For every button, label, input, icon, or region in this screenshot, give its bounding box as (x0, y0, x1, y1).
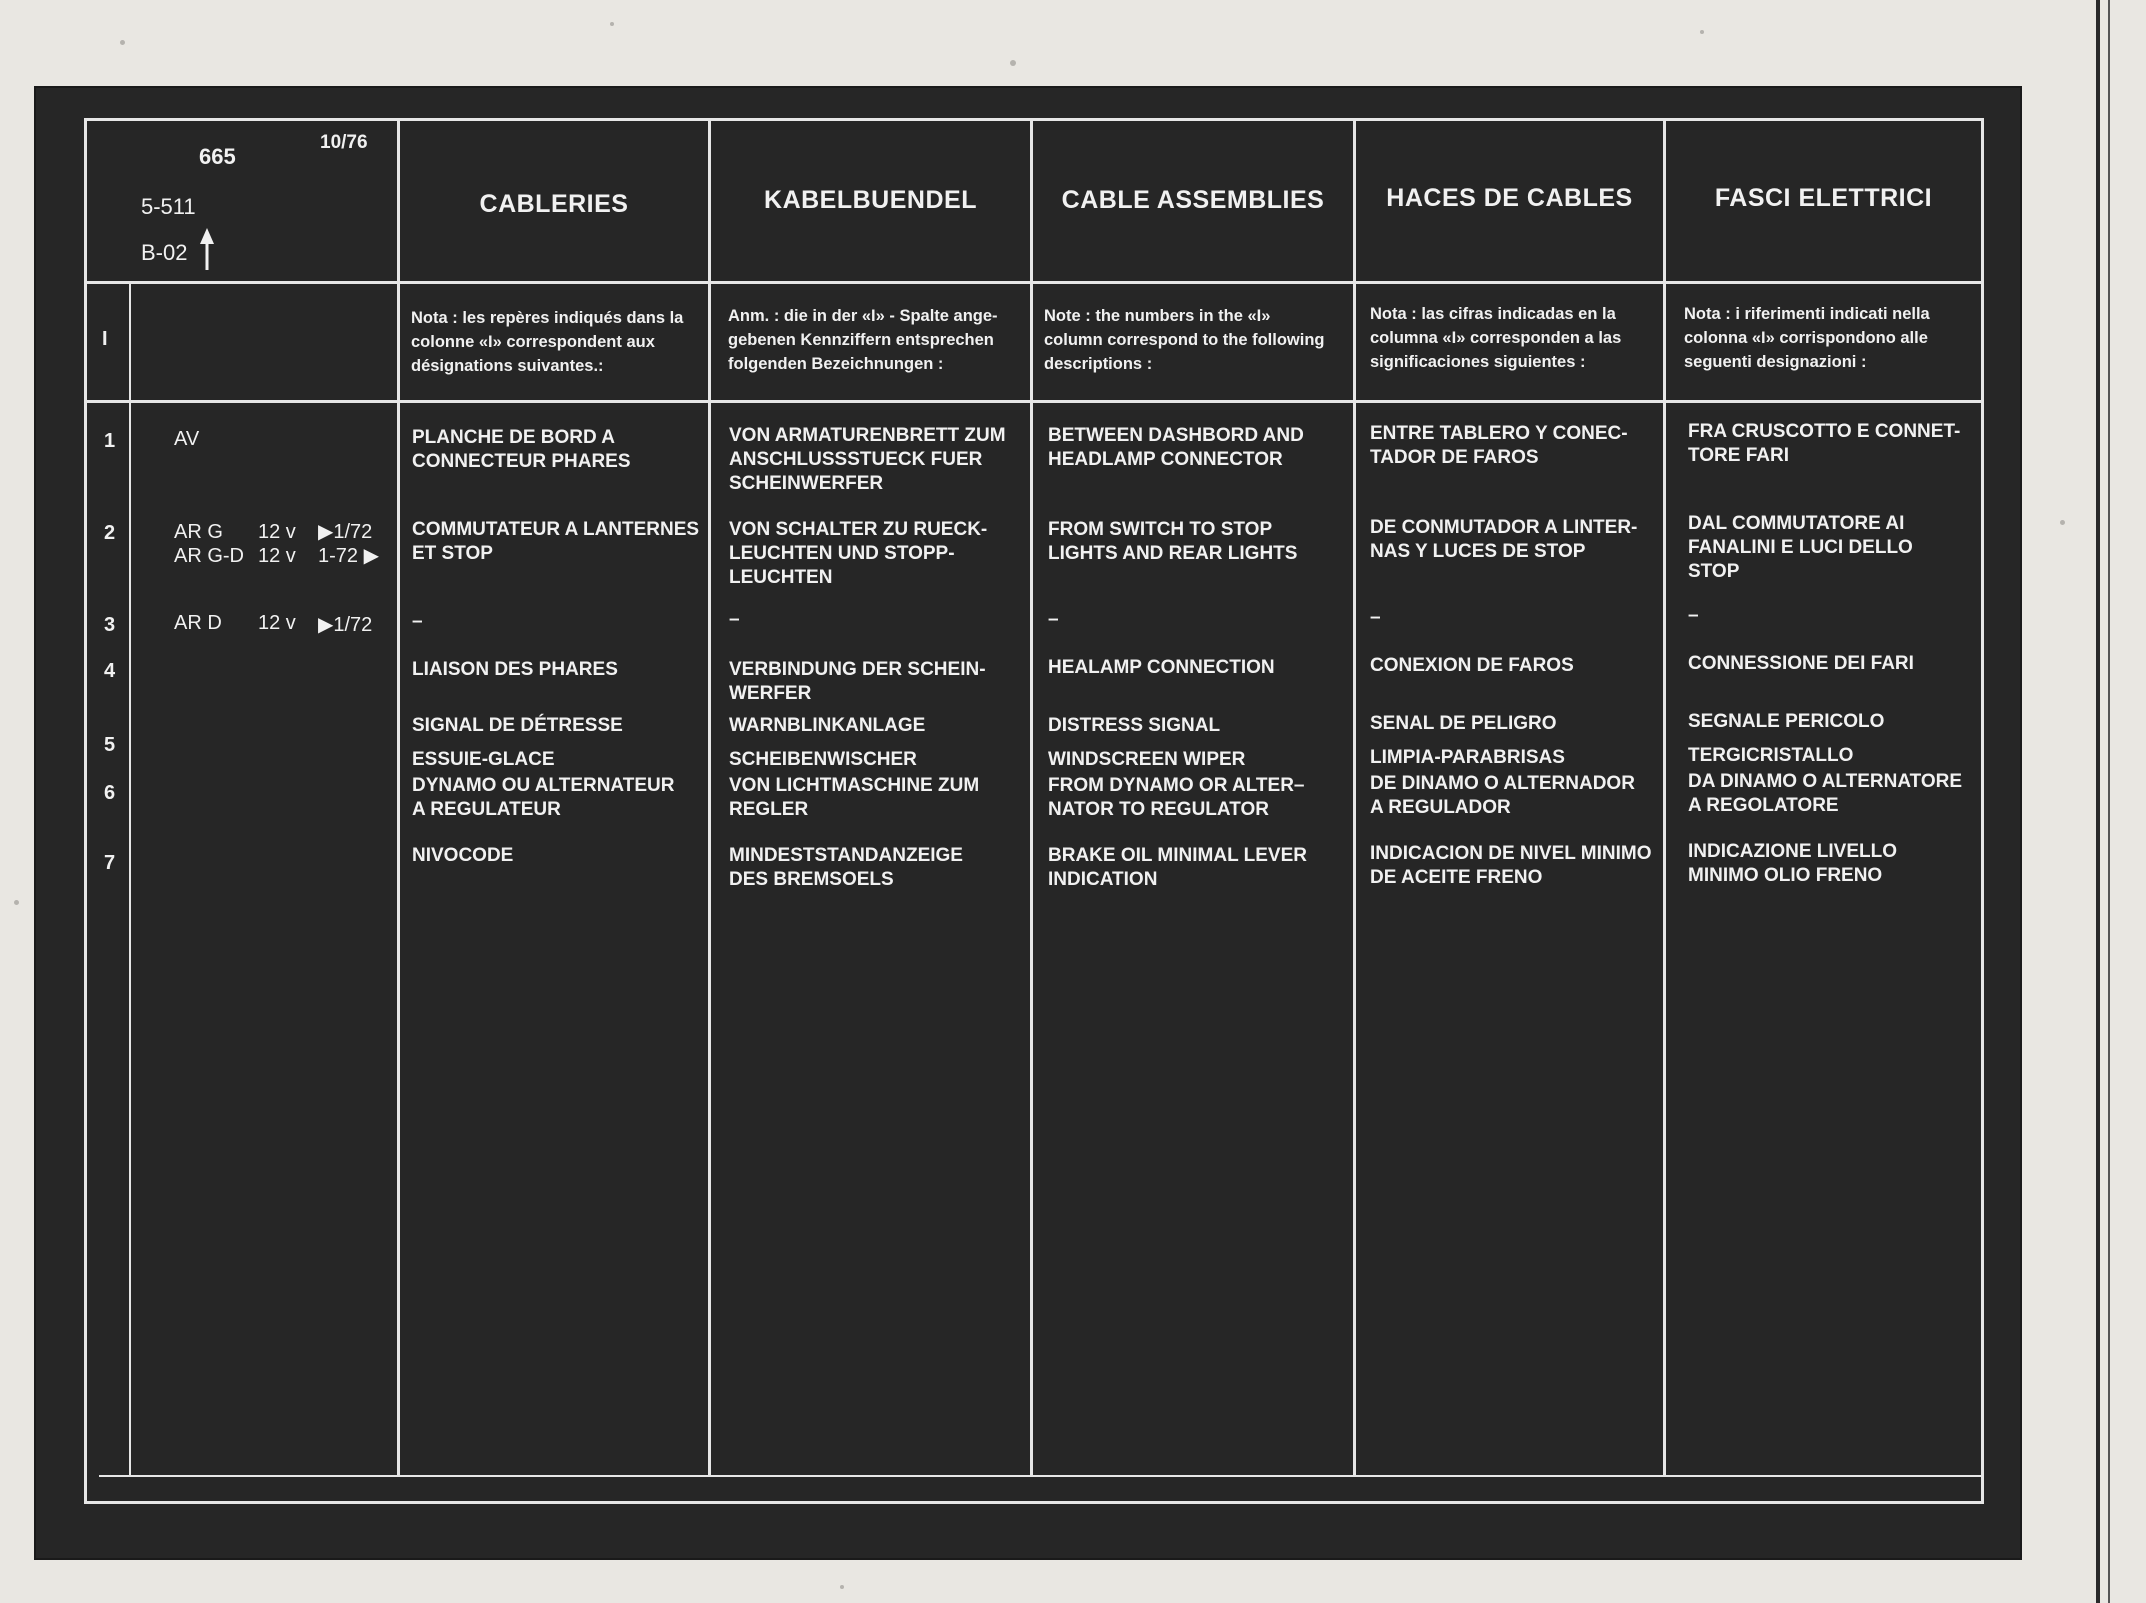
cell-spanish: ENTRE TABLERO Y CONEC- TADOR DE FAROS (1370, 423, 1628, 468)
column-header-italian: FASCI ELETTRICI (1714, 184, 1933, 212)
cell-english: BRAKE OIL MINIMAL LEVER INDICATION (1048, 845, 1307, 890)
cell-italian: SEGNALE PERICOLO (1688, 711, 1885, 732)
header-separator (84, 281, 1984, 284)
paper-speck (610, 22, 614, 26)
row-number: 3 (104, 614, 116, 636)
cell-italian: TERGICRISTALLO (1688, 745, 1854, 766)
document-number: 665 (199, 144, 236, 169)
cell-italian: CONNESSIONE DEI FARI (1688, 653, 1914, 674)
arrow-up-icon (200, 228, 214, 270)
column-header-french: CABLERIES (479, 190, 629, 218)
column-line (397, 118, 400, 1477)
cable-reference: ▶1/72 1-72 ▶ (318, 521, 379, 567)
cable-voltage: 12 v 12 v (258, 521, 296, 567)
cell-german: VON SCHALTER ZU RUECK- LEUCHTEN UND STOPP- LEUCHTEN (729, 519, 988, 588)
row-number: 6 (104, 782, 116, 804)
cable-reference: ▶1/72 (318, 614, 373, 636)
column-header-german: KABELBUENDEL (764, 186, 977, 214)
column-line (1353, 118, 1356, 1477)
cell-english: FROM SWITCH TO STOP LIGHTS AND REAR LIGHTS (1048, 519, 1298, 564)
frame-bottom (84, 1501, 1984, 1504)
row-number: 5 (104, 734, 116, 756)
cell-german: – (729, 609, 740, 630)
cell-english: HEALAMP CONNECTION (1048, 657, 1275, 678)
cell-french: DYNAMO OU ALTERNATEUR A REGULATEUR (412, 775, 675, 820)
paper-speck (1010, 60, 1016, 66)
cell-english: FROM DYNAMO OR ALTER– NATOR TO REGULATOR (1048, 775, 1305, 820)
cell-italian: INDICAZIONE LIVELLO MINIMO OLIO FRENO (1688, 841, 1897, 886)
cell-spanish: SENAL DE PELIGRO (1370, 713, 1557, 734)
cell-spanish: DE DINAMO O ALTERNADOR A REGULADOR (1370, 773, 1635, 818)
cell-german: MINDESTSTANDANZEIGE DES BREMSOELS (729, 845, 963, 890)
cell-german: VON ARMATURENBRETT ZUM ANSCHLUSSSTUECK FUER SCHEINWERFER (729, 425, 1006, 494)
wiring-chart-board (36, 88, 2020, 1558)
cell-italian: DA DINAMO O ALTERNATORE A REGOLATORE (1688, 771, 1963, 816)
frame-top (84, 118, 1984, 121)
film-edge-line (2096, 0, 2100, 1603)
cell-french: SIGNAL DE DÉTRESSE (412, 715, 623, 736)
cell-italian: FRA CRUSCOTTO E CONNET- TORE FARI (1688, 421, 1961, 466)
cell-french: PLANCHE DE BORD A CONNECTEUR PHARES (412, 427, 631, 472)
paper-speck (840, 1585, 844, 1589)
column-header-spanish: HACES DE CABLES (1386, 184, 1633, 212)
document-date: 10/76 (320, 132, 368, 153)
column-line (708, 118, 711, 1477)
note-english: Note : the numbers in the «I» column correspond to the following descriptions : (1044, 307, 1325, 373)
row-number: 7 (104, 852, 116, 874)
cell-spanish: INDICACION DE NIVEL MINIMO DE ACEITE FRENO (1370, 843, 1652, 888)
index-column-header: I (102, 328, 108, 350)
paper-speck (1700, 30, 1704, 34)
notes-separator (84, 400, 1984, 403)
cell-french: NIVOCODE (412, 845, 514, 866)
cell-english: WINDSCREEN WIPER (1048, 749, 1246, 770)
cell-french: – (412, 611, 423, 632)
note-spanish: Nota : las cifras indicadas en la columna «I» corresponden a las significaciones siguientes : (1370, 305, 1622, 371)
index-column-line (129, 284, 131, 1477)
cable-code: AV (174, 428, 200, 450)
cell-english: – (1048, 609, 1059, 630)
frame-right (1981, 118, 1984, 1504)
cable-code: AR G AR G-D (174, 521, 244, 567)
cell-spanish: – (1370, 607, 1381, 628)
section-number: 5-511 (141, 194, 196, 219)
cable-code: AR D (174, 612, 222, 634)
cell-spanish: CONEXION DE FAROS (1370, 655, 1574, 676)
cell-german: WARNBLINKANLAGE (729, 715, 926, 736)
cell-french: ESSUIE-GLACE (412, 749, 555, 770)
cell-french: LIAISON DES PHARES (412, 659, 618, 680)
page-reference: B-02 (141, 240, 188, 265)
paper-speck (14, 900, 19, 905)
row-number: 4 (104, 660, 116, 682)
cell-english: BETWEEN DASHBORD AND HEADLAMP CONNECTOR (1048, 425, 1304, 470)
cell-italian: – (1688, 605, 1699, 626)
cell-italian: DAL COMMUTATORE AI FANALINI E LUCI DELLO STOP (1688, 513, 1913, 582)
column-line (1663, 118, 1666, 1477)
frame-bottom-inner (99, 1475, 1981, 1477)
note-french: Nota : les repères indiqués dans la colonne «I» correspondent aux désignations suivantes.: (411, 309, 684, 375)
cell-spanish: DE CONMUTADOR A LINTER- NAS Y LUCES DE STOP (1370, 517, 1638, 562)
cell-german: VERBINDUNG DER SCHEIN- WERFER (729, 659, 986, 704)
paper-speck (2060, 520, 2065, 525)
paper-speck (120, 40, 125, 45)
column-line (1030, 118, 1033, 1477)
film-edge-line (2108, 0, 2110, 1603)
cell-german: SCHEIBENWISCHER (729, 749, 917, 770)
row-number: 2 (104, 522, 116, 544)
note-italian: Nota : i riferimenti indicati nella colonna «I» corrispondono alle seguenti designazioni : (1684, 305, 1930, 371)
cell-french: COMMUTATEUR A LANTERNES ET STOP (412, 519, 700, 564)
cell-english: DISTRESS SIGNAL (1048, 715, 1221, 736)
cell-spanish: LIMPIA-PARABRISAS (1370, 747, 1565, 768)
cell-german: VON LICHTMASCHINE ZUM REGLER (729, 775, 980, 820)
frame-left (84, 118, 87, 1504)
column-header-english: CABLE ASSEMBLIES (1061, 186, 1325, 214)
row-number: 1 (104, 430, 116, 452)
cable-voltage: 12 v (258, 612, 296, 634)
note-german: Anm. : die in der «I» - Spalte ange- gebenen Kennziffern entsprechen folgenden Bezeichnungen : (728, 307, 998, 373)
